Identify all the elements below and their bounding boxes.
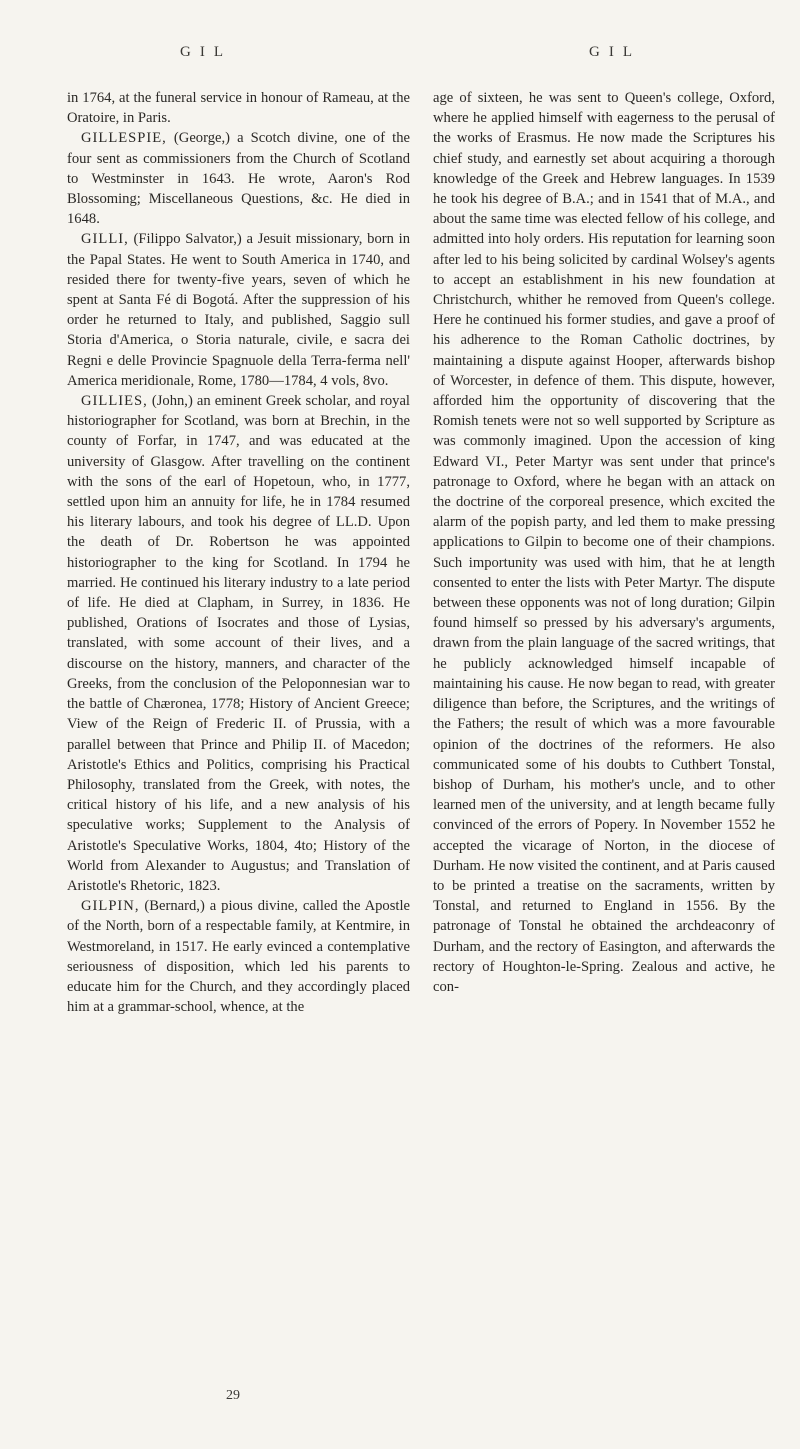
- entry-headword: GILLIES,: [81, 393, 148, 410]
- entry-text: (John,) an eminent Greek scholar, and royal historiographer for Scotland, was born at Brechin, in the county of Forfar, in 1747, and was educated at the university of Glasgow. After travelling on the continent with the sons of the earl of Hopetoun, who, in 1777, settled upon him an annuity for life, he in 1784 resumed his literary labours, and took his degree of LL.D. Upon the death of Dr. Robertson he was appointed historiographer to the king for Scotland. In 1794 he married. He continued his literary industry to a late period of life. He died at Clapham, in Surrey, in 1836. He published, Orations of Isocrates and those of Lysias, translated, with some account of their lives, and a discourse on the history, manners, and character of the Greeks, from the conclusion of the Peloponnesian war to the battle of Chæronea, 1778; History of Ancient Greece; View of the Reign of Frederic II. of Prussia, with a parallel between that Prince and Philip II. of Macedon; Aristotle's Ethics and Politics, comprising his Practical Philosophy, translated from the Greek, with notes, the critical history of his life, and a new analysis of his speculative works; Supplement to the Analysis of Aristotle's Speculative Works, 1804, 4to; History of the World from Alexander to Augustus; and Translation of Aristotle's Rhetoric, 1823.: [67, 393, 410, 894]
- running-head-right: GIL: [589, 44, 641, 60]
- entry-headword: GILPIN,: [81, 898, 140, 915]
- entry-gillespie: [67, 128, 410, 229]
- page-number: 29: [226, 1388, 240, 1403]
- right-column: [433, 88, 775, 997]
- entry-headword: GILLESPIE,: [81, 130, 167, 147]
- entry-gilli: [67, 229, 410, 391]
- continuation-paragraph: in 1764, at the funeral service in honour of Rameau, at the Oratoire, in Paris.: [67, 90, 410, 127]
- running-head-left: GIL: [180, 44, 232, 60]
- entry-gillies: [67, 391, 410, 896]
- entry-gilpin: [67, 896, 410, 1017]
- entry-text: (Bernard,) a pious divine, called the Apostle of the North, born of a respectable family, at Kentmire, in Westmoreland, in 1517. He early evinced a contemplative seriousness of disposition, which led his parents to educate him for the Church, and they accordingly placed him at a grammar-school, whence, at the: [67, 898, 410, 1016]
- entry-headword: GILLI,: [81, 231, 129, 248]
- right-column-text: age of sixteen, he was sent to Queen's college, Oxford, where he applied himself with eagerness to the perusal of the works of Erasmus. He now made the Scriptures his chief study, and earnestly set about acquiring a thorough knowledge of the Greek and Hebrew languages. In 1539 he took his degree of B.A.; and in 1541 that of M.A., and about the same time was elected fellow of his college, and admitted into holy orders. His reputation for learning soon after led to his being solicited by cardinal Wolsey's agents to accept an establishment in his new foundation at Christchurch, whither he removed from Queen's college. Here he continued his former studies, and gave a proof of his adherence to the Roman Catholic doctrines, by maintaining a dispute against Hooper, afterwards bishop of Worcester, in defence of them. This dispute, however, afforded him the opportunity of discovering that the Romish tenets were not so well supported by Scripture as was commonly imagined. Upon the accession of king Edward VI., Peter Martyr was sent under that prince's patronage to Oxford, where he began with an attack on the doctrine of the corporeal presence, which excited the alarm of the popish party, and led them to make pressing applications to Gilpin to become one of their champions. Such importunity was used with him, that he at length consented to enter the lists with Peter Martyr. The dispute between these opponents was not of long duration; Gilpin found himself so pressed by his adversary's arguments, drawn from the plain language of the sacred writings, that he publicly acknowledged himself incapable of maintaining his cause. He now began to read, with greater diligence than before, the Scriptures, and the writings of the Fathers; the result of which was a more favourable opinion of the doctrines of the reformers. He also communicated some of his doubts to Cuthbert Tonstal, bishop of Durham, his mother's uncle, and to other learned men of the university, and at length became fully convinced of the errors of Popery. In November 1552 he accepted the vicarage of Norton, in the diocese of Durham. He now visited the continent, and at Paris caused to be printed a treatise on the sacraments, written by Tonstal, and returned to England in 1556. By the patronage of Tonstal he obtained the archdeaconry of Durham, and the rectory of Easington, and afterwards the rectory of Houghton-le-Spring. Zealous and active, he con-: [433, 90, 775, 995]
- left-column: [67, 88, 410, 1017]
- entry-text: (Filippo Salvator,) a Jesuit missionary, born in the Papal States. He went to South America in 1740, and resided there for twenty-five years, seven of which he spent at Santa Fé di Bogotá. After the suppression of his order he returned to Italy, and published, Saggio sull Storia d'America, o Storia naturale, civile, e sacra dei Regni e delle Provincie Spagnuole della Terra-ferma nell' America meridionale, Rome, 1780—1784, 4 vols, 8vo.: [67, 231, 410, 389]
- entry-text: (George,) a Scotch divine, one of the four sent as commissioners from the Church of Scotland to Westminster in 1643. He wrote, Aaron's Rod Blossoming; Miscellaneous Questions, &c. He died in 1648.: [67, 130, 410, 228]
